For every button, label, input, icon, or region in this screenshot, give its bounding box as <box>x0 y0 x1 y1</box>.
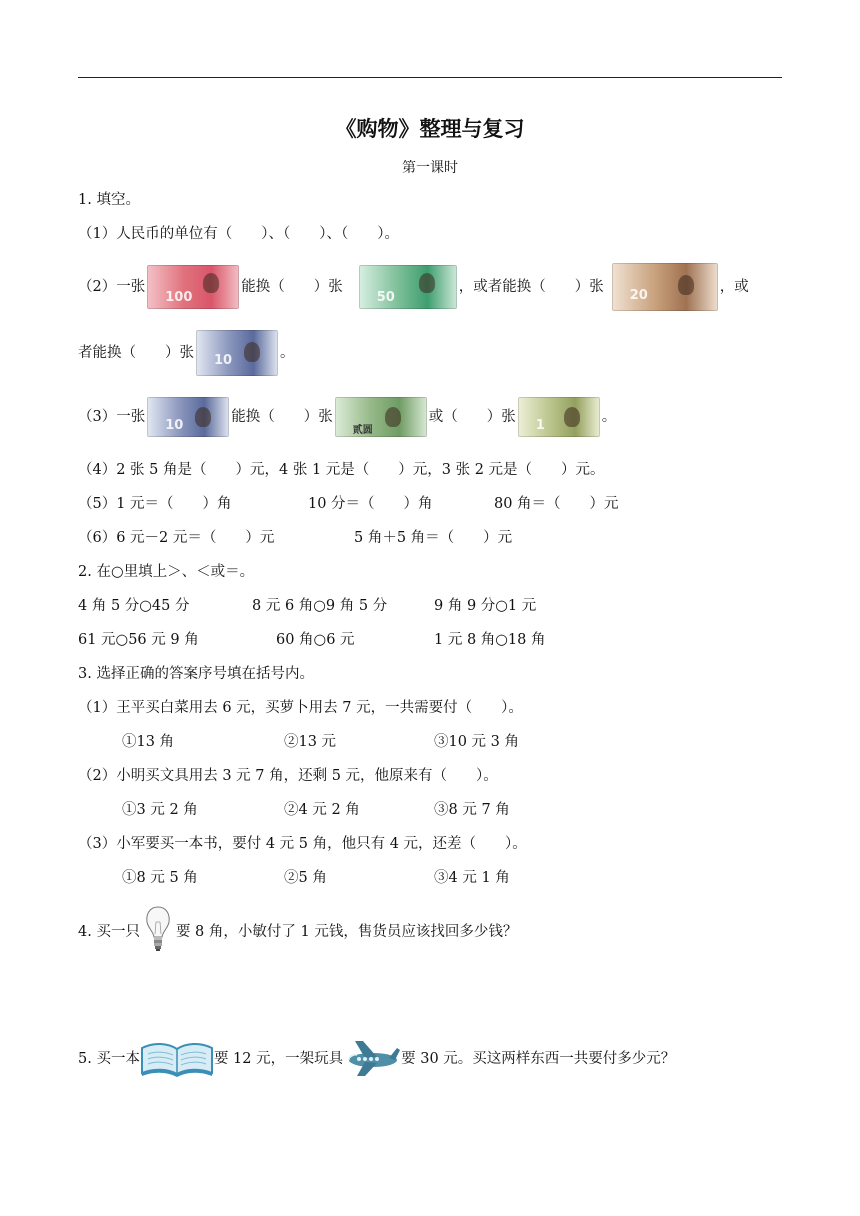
q1-part2-line1 <box>78 262 749 312</box>
q1-p3-text-c: 或（ ）张 <box>428 409 516 425</box>
banknote-2-image: 贰圆 <box>335 397 427 437</box>
q1-part2-line2 <box>78 330 295 376</box>
q1-part5-c: 80 角＝（ ）元 <box>494 496 619 512</box>
q3-sub2: （2）小明买文具用去 3 元 7 角，还剩 5 元，他原来有（ ）。 <box>78 768 498 784</box>
q1-part1: （1）人民币的单位有（ ）、（ ）、（ ）。 <box>78 226 399 242</box>
page-title: 《购物》整理与复习 <box>335 117 525 141</box>
q2-item: 9 角 9 分○1 元 <box>434 598 537 614</box>
banknote-1-image: 1 <box>518 397 600 437</box>
q3-option: ③10 元 3 角 <box>434 734 520 750</box>
banknote-50-image: 50 <box>359 265 457 309</box>
header-rule <box>78 77 782 78</box>
q1-p2-text-d: ，或 <box>719 279 749 295</box>
banknote-20-image: 20 <box>612 263 718 311</box>
q4-question <box>78 904 517 960</box>
q1-p2-text-f: 。 <box>280 345 295 361</box>
q1-part5-a: （5）1 元＝（ ）角 <box>78 496 232 512</box>
q1-part5-b: 10 分＝（ ）角 <box>308 496 433 512</box>
q4-text-a: 4. 买一只 <box>78 924 140 940</box>
q2-heading: 2. 在○里填上＞、＜或＝。 <box>78 564 255 580</box>
q5-text-c: 要 30 元。买这两样东西一共要付多少元？ <box>401 1051 676 1067</box>
q3-sub1: （1）王平买白菜用去 6 元，买萝卜用去 7 元，一共需要付（ ）。 <box>78 700 523 716</box>
q3-option: ①3 元 2 角 <box>122 802 198 818</box>
q4-text-b: 要 8 角，小敏付了 1 元钱，售货员应该找回多少钱？ <box>175 924 518 940</box>
light-bulb-icon <box>144 904 172 960</box>
q3-sub3: （3）小军要买一本书，要付 4 元 5 角，他只有 4 元，还差（ ）。 <box>78 836 527 852</box>
q3-heading: 3. 选择正确的答案序号填在括号内。 <box>78 666 314 682</box>
q1-heading: 1. 填空。 <box>78 192 140 208</box>
q1-part6-b: 5 角＋5 角＝（ ）元 <box>354 530 513 546</box>
q2-item: 4 角 5 分○45 分 <box>78 598 190 614</box>
open-book-icon <box>140 1040 214 1078</box>
q3-option: ②13 元 <box>284 734 337 750</box>
q2-item: 61 元○56 元 9 角 <box>78 632 199 648</box>
q3-option: ③8 元 7 角 <box>434 802 510 818</box>
q1-p2-text-e: 者能换（ ）张 <box>78 345 194 361</box>
q3-option: ③4 元 1 角 <box>434 870 510 886</box>
q1-p3-text-a: （3）一张 <box>78 409 146 425</box>
q1-p2-text-c: ，或者能换（ ）张 <box>458 279 604 295</box>
q2-item: 60 角○6 元 <box>276 632 355 648</box>
q1-p3-text-d: 。 <box>601 409 617 425</box>
q5-question <box>78 1036 675 1082</box>
q1-part3 <box>78 396 616 438</box>
q3-option: ②4 元 2 角 <box>284 802 360 818</box>
q5-text-b: 要 12 元，一架玩具 <box>213 1051 344 1067</box>
q2-item: 1 元 8 角○18 角 <box>434 632 546 648</box>
q2-item: 8 元 6 角○9 角 5 分 <box>252 598 388 614</box>
q1-p2-text-a: （2）一张 <box>78 279 146 295</box>
q1-part4: （4）2 张 5 角是（ ）元，4 张 1 元是（ ）元，3 张 2 元是（ ）元。 <box>78 462 605 478</box>
banknote-100-image: 100 <box>147 265 239 309</box>
q1-p3-text-b: 能换（ ）张 <box>231 409 333 425</box>
q3-option: ②5 角 <box>284 870 327 886</box>
toy-airplane-icon <box>343 1038 401 1080</box>
q3-option: ①8 元 5 角 <box>122 870 198 886</box>
q5-text-a: 5. 买一本 <box>78 1051 140 1067</box>
banknote-10-image: 10 <box>196 330 278 376</box>
q1-p2-text-b: 能换（ ）张 <box>241 279 343 295</box>
q3-option: ①13 角 <box>122 734 175 750</box>
q1-part6-a: （6）6 元－2 元＝（ ）元 <box>78 530 275 546</box>
banknote-10-image-2: 10 <box>147 397 229 437</box>
page-subtitle: 第一课时 <box>402 160 458 176</box>
